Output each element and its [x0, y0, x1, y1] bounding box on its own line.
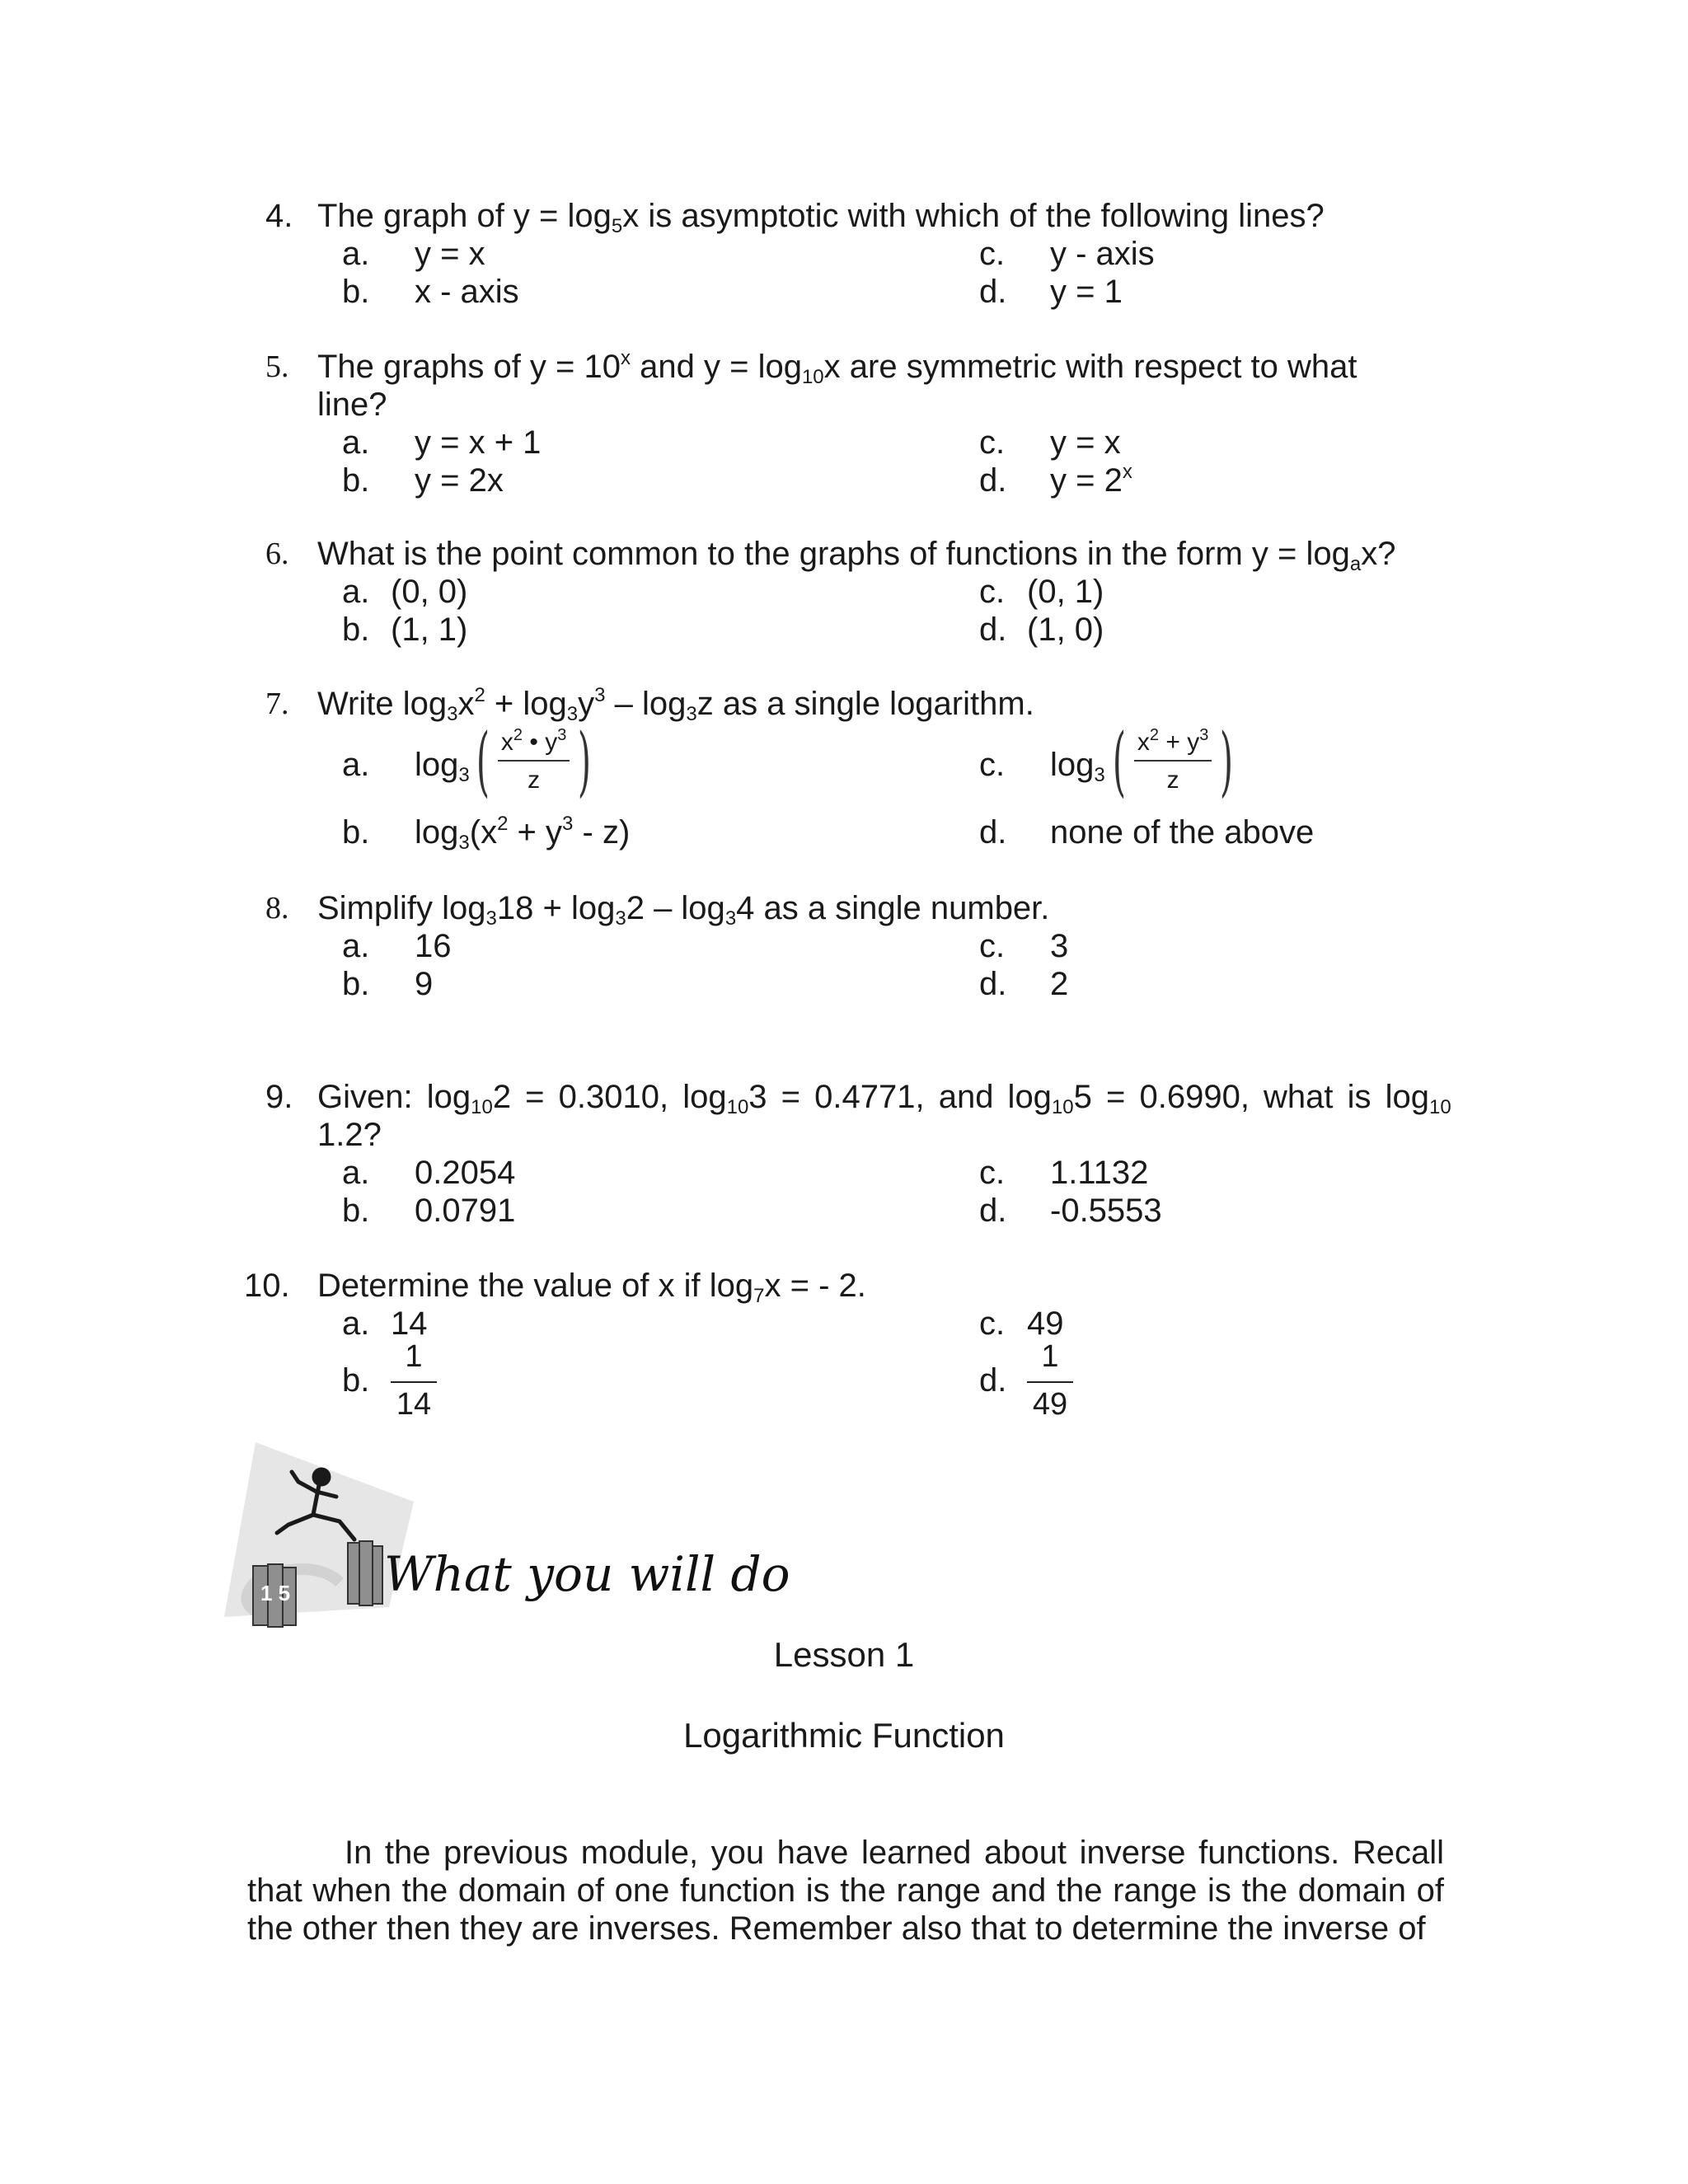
q7-option-a-log: $\log_3$ — [415, 747, 470, 786]
q6-option-c-letter: c. — [979, 574, 1006, 610]
q6-option-c: (0, 1) — [1027, 574, 1104, 610]
q5-option-b: y = 2x — [415, 462, 504, 499]
q4-text: The graph of $y = \log_5x$ is asymptotic with which of the following lines? — [317, 198, 1325, 237]
q6-option-d-letter: d. — [979, 612, 1007, 648]
q6-number: 6. — [265, 537, 289, 571]
q7-option-c-numerator: $x^2 + y^3$ — [1137, 726, 1209, 756]
q7-option-d: none of the above — [1050, 814, 1315, 851]
q8-option-a: 16 — [415, 928, 452, 964]
q5-option-c: y = x — [1050, 424, 1121, 461]
q4-option-d: y = 1 — [1050, 274, 1123, 310]
q4-option-c-letter: c. — [979, 236, 1006, 272]
q7-option-c-log: $\log_3$ — [1050, 747, 1105, 786]
q5-option-a-letter: a. — [342, 424, 370, 461]
q7-option-a-letter: a. — [342, 747, 370, 783]
banner-logo-digits: 1 5 — [260, 1581, 291, 1605]
fraction-bar — [1134, 760, 1212, 762]
q4-number: 4. — [265, 198, 293, 234]
q10-option-d-denominator: 49 — [1032, 1387, 1068, 1422]
q9-option-a-letter: a. — [342, 1155, 370, 1191]
fraction-bar — [1027, 1381, 1073, 1383]
q7-option-b-letter: b. — [342, 814, 370, 851]
q7-option-c-fraction — [1104, 717, 1241, 805]
q10-option-c-letter: c. — [979, 1305, 1006, 1342]
q5-option-d: $y = 2^x$ — [1050, 461, 1132, 499]
q9-text-line2: 1.2? — [317, 1117, 382, 1153]
q10-option-d-letter: d. — [979, 1362, 1007, 1399]
lesson-title: Logarithmic Function — [683, 1716, 1005, 1755]
q5-option-a: y = x + 1 — [415, 424, 542, 461]
q5-option-d-letter: d. — [979, 462, 1007, 499]
q7-option-d-letter: d. — [979, 814, 1007, 851]
q4-option-b-letter: b. — [342, 274, 370, 310]
q7-option-a-denominator: z — [528, 766, 541, 794]
q6-option-b-letter: b. — [342, 612, 370, 648]
q9-option-b: 0.0791 — [415, 1193, 516, 1229]
q8-number: 8. — [265, 891, 289, 926]
q7-option-c-letter: c. — [979, 747, 1006, 783]
fraction-bar — [498, 760, 570, 762]
left-paren-icon: ( — [1112, 717, 1127, 805]
q10-number: 10. — [244, 1268, 290, 1304]
q5-number: 5. — [265, 349, 289, 384]
q8-option-b: 9 — [415, 966, 434, 1002]
q10-option-b-numerator: 1 — [405, 1339, 423, 1374]
q8-option-c: 3 — [1050, 928, 1069, 964]
q8-option-d-letter: d. — [979, 966, 1007, 1002]
q7-option-a-numerator: $x^2$ • $y^3$ — [500, 726, 567, 756]
q10-option-b-fraction — [391, 1338, 437, 1422]
q6-option-d: (1, 0) — [1027, 612, 1104, 648]
q6-option-a-letter: a. — [342, 574, 370, 610]
q8-option-c-letter: c. — [979, 928, 1006, 964]
right-paren-icon: ) — [578, 717, 592, 805]
q8-option-b-letter: b. — [342, 966, 370, 1002]
q9-option-c-letter: c. — [979, 1155, 1006, 1191]
right-paren-icon: ) — [1220, 717, 1234, 805]
what-you-will-do-banner — [216, 1442, 842, 1632]
q4-option-d-letter: d. — [979, 274, 1007, 310]
q6-option-b: (1, 1) — [391, 612, 468, 648]
q10-option-d-fraction — [1027, 1338, 1073, 1422]
q10-option-c: 49 — [1027, 1305, 1064, 1342]
q5-text-line2: line? — [317, 387, 387, 423]
q10-option-b-denominator: 14 — [396, 1387, 432, 1422]
q4-option-c: y - axis — [1050, 236, 1155, 272]
q6-option-a: (0, 0) — [391, 574, 468, 610]
banner-title: What you will do — [384, 1546, 790, 1602]
left-paren-icon: ( — [476, 717, 490, 805]
q6-text: What is the point common to the graphs of functions in the form $y = \log_ax$? — [317, 536, 1396, 575]
q9-option-d-letter: d. — [979, 1193, 1007, 1229]
q9-text: Given: $\log_{10}2 = 0.3010$, $\log_{10}3 = 0.4771$, and $\log_{10}5 = 0.6990$, what is $\log_{10}$ — [317, 1079, 1451, 1118]
q7-number: 7. — [265, 687, 289, 721]
fraction-bar — [391, 1381, 437, 1383]
q9-number: 9. — [265, 1079, 293, 1115]
q9-option-d: -0.5553 — [1050, 1193, 1162, 1229]
q10-text: Determine the value of x if $\log_7x$ = - 2. — [317, 1268, 866, 1307]
q10-option-d-numerator: 1 — [1041, 1339, 1059, 1374]
q5-text: The graphs of $y = 10^x$ and $y = \log_{10}x$ are symmetric with respect to what — [317, 347, 1357, 388]
q5-option-c-letter: c. — [979, 424, 1006, 461]
q7-option-a-fraction — [468, 717, 599, 805]
q8-option-a-letter: a. — [342, 928, 370, 964]
q4-option-b: x - axis — [415, 274, 519, 310]
q9-option-b-letter: b. — [342, 1193, 370, 1229]
q5-option-b-letter: b. — [342, 462, 370, 499]
q9-option-a: 0.2054 — [415, 1155, 516, 1191]
q7-text: Write $\log_3x^2 + \log_3y^3 - \log_3z$ as a single logarithm. — [317, 684, 1034, 725]
q9-option-c: 1.1132 — [1050, 1155, 1149, 1191]
q4-option-a: y = x — [415, 236, 485, 272]
q7-option-c-denominator: z — [1166, 766, 1179, 794]
q10-option-b-letter: b. — [342, 1362, 370, 1399]
intro-paragraph: In the previous module, you have learned about inverse functions. Recall that when the domain of one function is the range and the range is the domain of the other then they are inverses. Remember also that to determine the inverse of — [247, 1835, 1444, 1947]
q10-option-a-letter: a. — [342, 1305, 370, 1342]
q7-option-b: $\log_3(x^2 + y^3 - z)$ — [415, 813, 631, 854]
q8-option-d: 2 — [1050, 966, 1069, 1002]
lesson-label: Lesson 1 — [773, 1635, 915, 1674]
q8-text: Simplify $\log_318 + \log_32 - \log_34$ as a single number. — [317, 890, 1050, 930]
q10-option-a: 14 — [391, 1305, 428, 1342]
q4-option-a-letter: a. — [342, 236, 370, 272]
